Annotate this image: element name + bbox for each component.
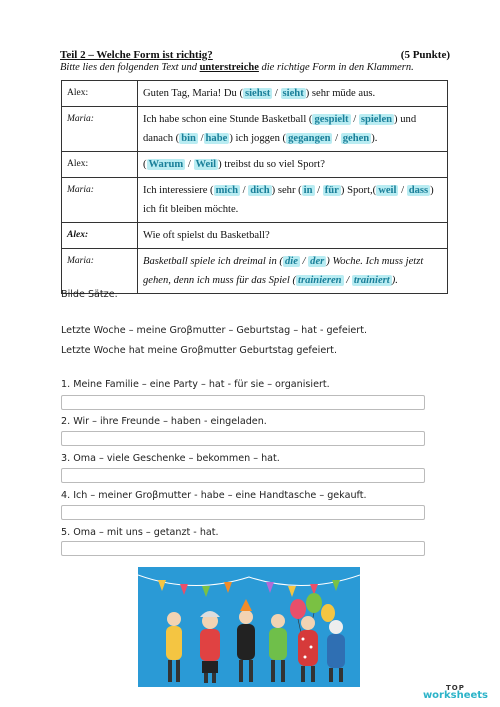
exercise-item-2: 2. Wir – ihre Freunde – haben - eingeladen. [61, 416, 267, 427]
speaker-name: Alex: [62, 223, 138, 249]
answer-field-5[interactable] [61, 541, 425, 556]
section-heading: Bilde Sätze. [61, 289, 118, 300]
dialogue-row [62, 178, 448, 223]
dialogue-text: Guten Tag, Maria! Du ( siehst / sieht ) sehr müde aus. [138, 81, 448, 107]
exercise-item-5: 5. Oma – mit uns – getanzt - hat. [61, 527, 219, 538]
example-answer: Letzte Woche hat meine Groβmutter Geburtstag gefeiert. [61, 345, 337, 356]
example-prompt: Letzte Woche – meine Groβmutter – Geburtstag – hat - gefeiert. [61, 325, 368, 336]
dialogue-text: Ich habe schon eine Stunde Basketball ( gespielt / spielen ) und danach ( bin / habe ) ich joggen ( gegangen / gehen ). [138, 107, 448, 152]
answer-option[interactable]: bin [181, 133, 196, 144]
dialogue-row [62, 249, 448, 294]
dialogue-text: Ich interessiere ( mich / dich ) sehr ( in / für ) Sport,( weil / dass ) ich fit bleiben möchte. [138, 178, 448, 223]
answer-field-1[interactable] [61, 395, 425, 410]
speaker-name: Maria: [62, 249, 138, 294]
dialogue-text: Basketball spiele ich dreimal in ( die / der ) Woche. Ich muss jetzt gehen, denn ich muss für das Spiel ( trainieren / trainiert ). [138, 249, 448, 294]
answer-option[interactable]: für [324, 185, 339, 196]
answer-option[interactable]: Warum [148, 159, 184, 170]
dialogue-row [62, 223, 448, 249]
dialogue-row [62, 152, 448, 178]
answer-option[interactable]: der [310, 256, 325, 267]
answer-option[interactable]: gespielt [314, 114, 349, 125]
speaker-name: Maria: [62, 178, 138, 223]
answer-option[interactable]: die [284, 256, 298, 267]
dialogue-text: ( Warum / Weil ) treibst du so viel Sport? [138, 152, 448, 178]
answer-field-2[interactable] [61, 431, 425, 446]
exercise-title: Teil 2 – Welche Form ist richtig? [60, 49, 213, 61]
answer-option[interactable]: Weil [195, 159, 217, 170]
answer-option[interactable]: habe [205, 133, 228, 144]
answer-option[interactable]: dass [408, 185, 429, 196]
dialogue-text: Wie oft spielst du Basketball? [138, 223, 448, 249]
topworksheets-logo[interactable]: TOP worksheets [422, 684, 488, 701]
dialogue-row [62, 81, 448, 107]
answer-option[interactable]: sieht [282, 88, 304, 99]
dialogue-table [61, 80, 448, 294]
dialogue-row [62, 107, 448, 152]
exercise-item-1: 1. Meine Familie – eine Party – hat - für sie – organisiert. [61, 379, 330, 390]
answer-option[interactable]: dich [250, 185, 270, 196]
party-illustration [138, 567, 360, 687]
speaker-name: Alex: [62, 152, 138, 178]
exercise-item-4: 4. Ich – meiner Groβmutter - habe – eine Handtasche – gekauft. [61, 490, 367, 501]
answer-option[interactable]: siehst [244, 88, 271, 99]
answer-option[interactable]: mich [215, 185, 238, 196]
answer-option[interactable]: trainiert [353, 275, 390, 286]
answer-option[interactable]: weil [378, 185, 397, 196]
points-label: (5 Punkte) [400, 49, 450, 61]
answer-option[interactable]: in [303, 185, 313, 196]
answer-option[interactable]: gegangen [288, 133, 331, 144]
exercise-item-3: 3. Oma – viele Geschenke – bekommen – hat. [61, 453, 280, 464]
speaker-name: Maria: [62, 107, 138, 152]
answer-field-4[interactable] [61, 505, 425, 520]
answer-option[interactable]: trainieren [298, 275, 342, 286]
answer-option[interactable]: spielen [360, 114, 393, 125]
exercise-header [60, 49, 450, 73]
speaker-name: Alex: [62, 81, 138, 107]
answer-option[interactable]: gehen [342, 133, 370, 144]
answer-field-3[interactable] [61, 468, 425, 483]
instruction: Bitte lies den folgenden Text und unterstreiche die richtige Form in den Klammern. [60, 62, 414, 73]
